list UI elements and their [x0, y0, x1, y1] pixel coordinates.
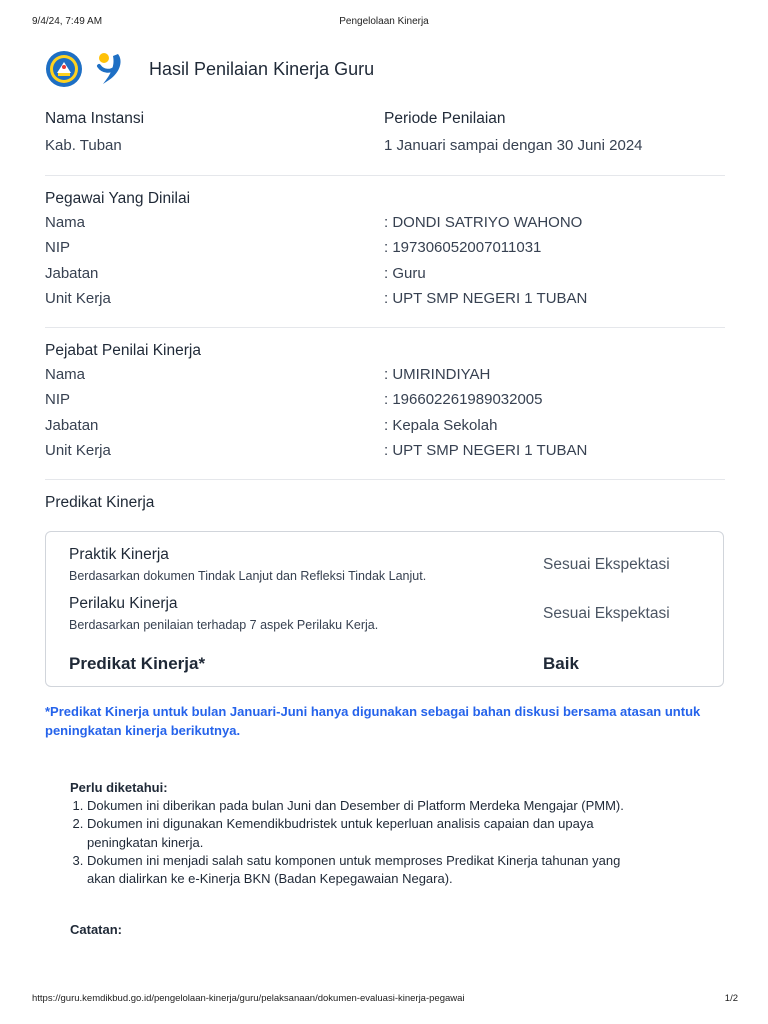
row-key: Unit Kerja — [45, 441, 111, 459]
pegawai-label: Pegawai Yang Dinilai — [45, 190, 191, 207]
pegawai-row-nama — [45, 210, 725, 235]
list-item: 2. Dokumen ini digunakan Kemendikbudristek untuk keperluan analisis capaian dan upaya peningkatan kinerja. — [87, 815, 650, 851]
print-footer — [32, 993, 738, 1007]
notes-heading: Perlu diketahui: — [70, 780, 168, 795]
row-value: : Guru — [384, 264, 426, 282]
periode-label: Periode Penilaian — [384, 110, 506, 127]
predikat-final-label: Predikat Kinerja* — [69, 654, 206, 673]
row-value: : UMIRINDIYAH — [384, 366, 491, 383]
praktik-kinerja-item — [69, 546, 426, 583]
predikat-label: Predikat Kinerja — [45, 494, 155, 511]
list-item: 1. Dokumen ini diberikan pada bulan Juni dan Desember di Platform Merdeka Mengajar (PMM). — [87, 797, 650, 815]
pegawai-row-jabatan — [45, 261, 725, 286]
row-value: : 196602261989032005 — [384, 391, 543, 409]
row-key: NIP — [45, 391, 71, 409]
perilaku-status: Sesuai Ekspektasi — [543, 605, 670, 622]
print-date: 9/4/24, 7:49 AM — [32, 16, 103, 27]
predikat-footnote: *Predikat Kinerja untuk bulan Januari-Juni hanya digunakan sebagai bahan diskusi bersama atasan untuk peningkatan kinerja berikutnya. — [45, 704, 701, 738]
pejabat-row-nip — [45, 387, 725, 412]
page-number: 1/2 — [724, 993, 738, 1004]
pegawai-row-unit-kerja — [45, 286, 725, 311]
row-value: : UPT SMP NEGERI 1 TUBAN — [384, 441, 588, 459]
instansi-value: Kab. Tuban — [45, 137, 122, 154]
row-value: : DONDI SATRIYO WAHONO — [384, 214, 583, 231]
instansi-section — [45, 110, 725, 175]
notes-section — [70, 779, 650, 888]
row-key: Jabatan — [45, 416, 99, 434]
pejabat-row-nama — [45, 362, 725, 387]
pegawai-row-nip — [45, 235, 725, 260]
main-content — [45, 110, 725, 512]
row-value: : Kepala Sekolah — [384, 416, 498, 434]
row-value: : 197306052007011031 — [384, 239, 542, 257]
pejabat-label: Pejabat Penilai Kinerja — [45, 342, 201, 359]
kemdikbud-logo-icon — [45, 50, 83, 88]
row-key: Nama — [45, 366, 86, 383]
periode-value: 1 Januari sampai dengan 30 Juni 2024 — [384, 137, 643, 154]
print-doc-title: Pengelolaan Kinerja — [339, 16, 429, 27]
row-value: : UPT SMP NEGERI 1 TUBAN — [384, 289, 588, 307]
instansi-label: Nama Instansi — [45, 110, 145, 127]
predikat-card — [45, 531, 724, 687]
pegawai-section — [45, 176, 725, 313]
notes-list — [70, 797, 650, 888]
row-key: Nama — [45, 214, 86, 231]
perilaku-kinerja-item — [69, 595, 378, 632]
print-url: https://guru.kemdikbud.go.id/pengelolaan-kinerja/guru/pelaksanaan/dokumen-evaluasi-kinerja-pegawai — [32, 993, 465, 1004]
row-key: NIP — [45, 239, 71, 257]
praktik-desc: Berdasarkan dokumen Tindak Lanjut dan Refleksi Tindak Lanjut. — [69, 569, 427, 583]
pejabat-section — [45, 328, 725, 465]
page-title: Hasil Penilaian Kinerja Guru — [149, 58, 375, 79]
page-header — [45, 49, 374, 89]
pejabat-row-unit-kerja — [45, 438, 725, 463]
pejabat-row-jabatan — [45, 413, 725, 438]
row-key: Unit Kerja — [45, 289, 111, 307]
divider — [45, 479, 725, 480]
catatan-label: Catatan: — [70, 922, 123, 937]
print-header — [32, 16, 736, 30]
list-item: 3. Dokumen ini menjadi salah satu komponen untuk memproses Predikat Kinerja tahunan yang akan dialirkan ke e-Kinerja BKN (Badan Kepegawaian Negara). — [87, 852, 650, 888]
praktik-title: Praktik Kinerja — [69, 546, 169, 563]
predikat-final-value: Baik — [543, 654, 579, 673]
row-key: Jabatan — [45, 264, 99, 282]
perilaku-title: Perilaku Kinerja — [69, 595, 178, 612]
perilaku-desc: Berdasarkan penilaian terhadap 7 aspek Perilaku Kerja. — [69, 618, 379, 632]
guru-logo-icon — [95, 50, 127, 88]
praktik-status: Sesuai Ekspektasi — [543, 556, 670, 573]
